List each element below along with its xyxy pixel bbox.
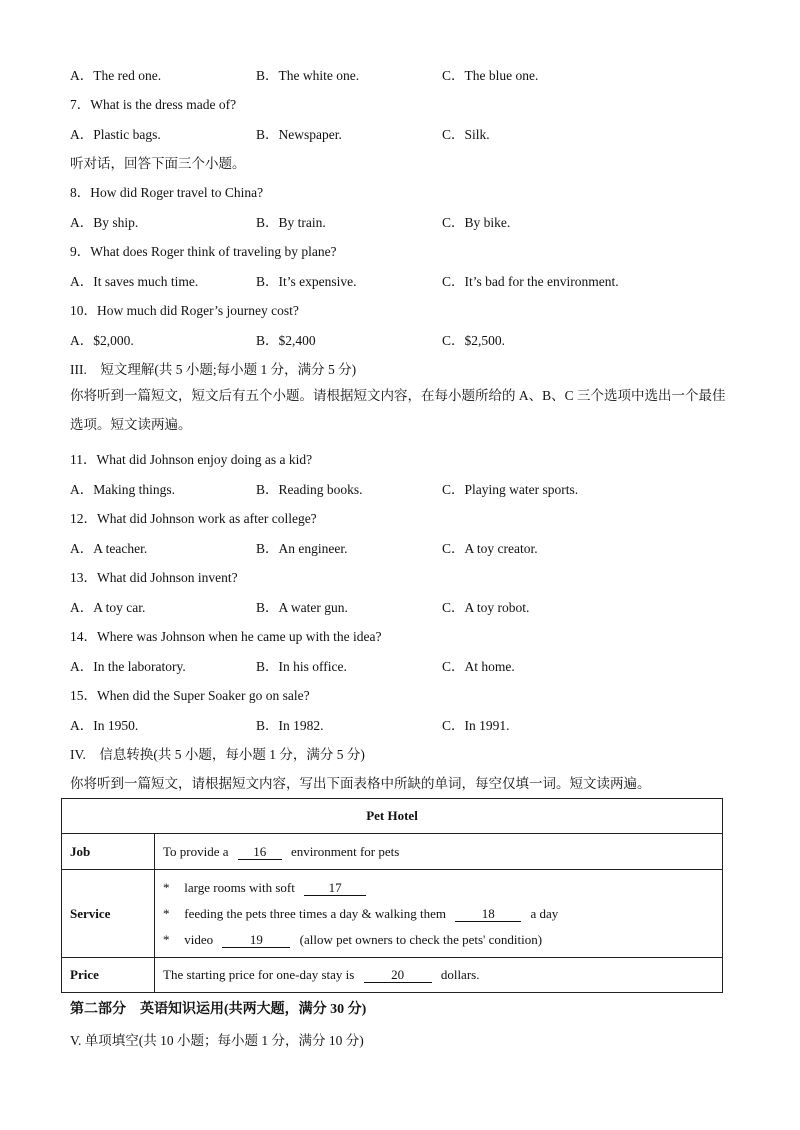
service-line-3-pre: video [184,931,214,947]
blank-16[interactable]: 16 [238,845,282,860]
star-bullet-icon: * [163,905,170,921]
service-line-3 [163,927,714,953]
dialogue-instruction: 听对话，回答下面三个小题。 [70,156,246,171]
q11-question: 11．What did Johnson enjoy doing as a kid? [70,452,313,467]
service-line-2-post: a day [530,905,559,921]
job-text-pre: To provide a [163,843,229,859]
q15-option-a: A．In 1950. [70,718,139,733]
q8-option-c: C．By bike. [442,215,511,230]
q6-option-a: A．The red one. [70,68,162,83]
q14-question: 14．Where was Johnson when he came up with the idea? [70,629,382,644]
q6-option-c: C．The blue one. [442,68,539,83]
star-bullet-icon: * [163,931,170,947]
pet-hotel-table [61,798,723,993]
q10-option-b: B．$2,400 [256,333,316,348]
q9-option-b: B．It’s expensive. [256,274,357,289]
service-line-2-pre: feeding the pets three times a day & walking them [184,905,446,921]
q8-option-a: A．By ship. [70,215,139,230]
service-line-2 [163,901,714,927]
q14-option-c: C．At home. [442,659,515,674]
q11-option-a: A．Making things. [70,482,176,497]
q11-option-c: C．Playing water sports. [442,482,579,497]
section4-instruction: 你将听到一篇短文，请根据短文内容，写出下面表格中所缺的单词，每空仅填一词。短文读两遍。 [70,776,651,791]
price-text-pre: The starting price for one-day stay is [163,967,355,982]
service-line-1 [163,875,714,901]
q7-question: 7．What is the dress made of? [70,97,237,112]
q12-option-c: C．A toy creator. [442,541,538,556]
star-bullet-icon: * [163,879,170,895]
q8-option-b: B．By train. [256,215,326,230]
table-title: Pet Hotel [62,799,723,834]
job-text-post: environment for pets [291,843,400,859]
q15-question: 15．When did the Super Soaker go on sale? [70,688,310,703]
q9-question: 9．What does Roger think of traveling by plane? [70,244,337,259]
q7-option-b: B．Newspaper. [256,127,342,142]
q11-option-b: B．Reading books. [256,482,363,497]
service-label: Service [62,870,155,958]
price-label: Price [62,958,155,993]
part2-title: 第二部分 英语知识运用(共两大题，满分 30 分) [70,1002,367,1017]
section4-title: IV. 信息转换(共 5 小题，每小题 1 分，满分 5 分) [70,747,365,762]
job-label: Job [62,834,155,870]
q7-option-a: A．Plastic bags. [70,127,161,142]
q10-question: 10．How much did Roger’s journey cost? [70,303,299,318]
q14-option-a: A．In the laboratory. [70,659,186,674]
blank-17[interactable]: 17 [304,881,366,896]
blank-20[interactable]: 20 [364,968,432,983]
job-cell [155,834,723,870]
price-cell [155,958,723,993]
section5-title: V. 单项填空(共 10 小题；每小题 1 分，满分 10 分) [70,1033,364,1048]
q12-option-b: B．An engineer. [256,541,348,556]
q6-option-b: B．The white one. [256,68,360,83]
q12-question: 12．What did Johnson work as after college? [70,511,317,526]
service-line-3-post: (allow pet owners to check the pets' condition) [299,931,543,947]
q13-question: 13．What did Johnson invent? [70,570,238,585]
q13-option-b: B．A water gun. [256,600,348,615]
q12-option-a: A．A teacher. [70,541,148,556]
q7-option-c: C．Silk. [442,127,490,142]
q15-option-c: C．In 1991. [442,718,510,733]
blank-18[interactable]: 18 [455,907,521,922]
q13-option-a: A．A toy car. [70,600,146,615]
section3-title: III. 短文理解(共 5 小题;每小题 1 分，满分 5 分) [70,362,357,377]
price-text-post: dollars. [440,967,480,982]
service-cell [155,870,723,958]
q15-option-b: B．In 1982. [256,718,324,733]
q10-option-a: A．$2,000. [70,333,134,348]
section3-instruction: 你将听到一篇短文，短文后有五个小题。请根据短文内容，在每小题所给的 A、B、C 三个选项中选出一个最佳选项。短文读两遍。 [70,388,726,432]
q13-option-c: C．A toy robot. [442,600,530,615]
q9-option-c: C．It’s bad for the environment. [442,274,619,289]
q8-question: 8．How did Roger travel to China? [70,185,264,200]
q10-option-c: C．$2,500. [442,333,506,348]
q9-option-a: A．It saves much time. [70,274,199,289]
service-line-1-pre: large rooms with soft [184,879,295,895]
q14-option-b: B．In his office. [256,659,347,674]
blank-19[interactable]: 19 [222,933,290,948]
